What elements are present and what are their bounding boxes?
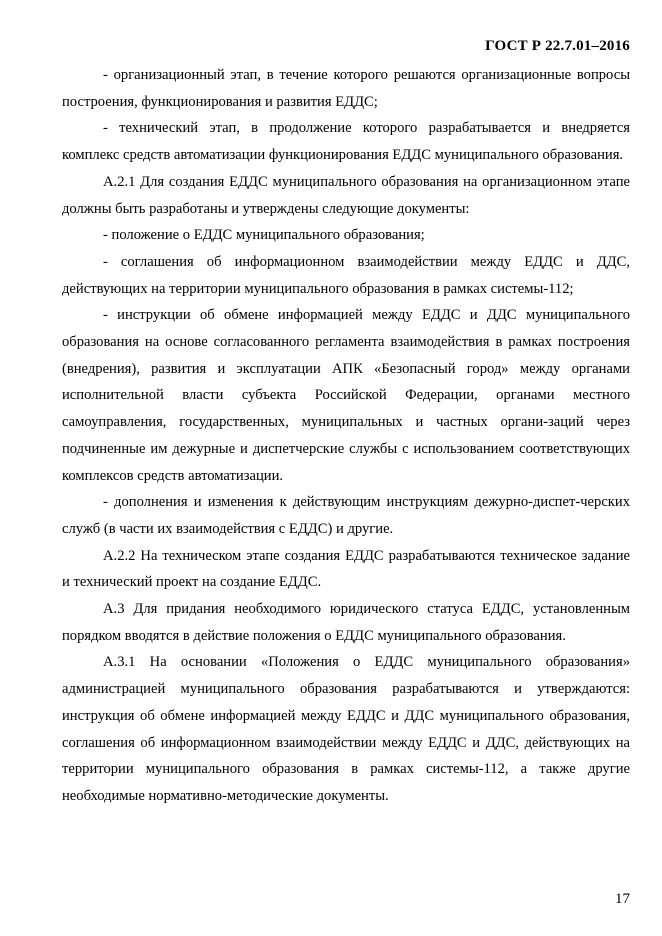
page-number: 17: [615, 891, 630, 907]
paragraph-amendments: - дополнения и изменения к действующим инструкциям дежурно-диспет-черских служб (в части их взаимодействия с ЕДДС) и другие.: [62, 494, 630, 537]
paragraph-a-2-1: А.2.1 Для создания ЕДДС муниципального образования на организационном этапе должны быть разработаны и утверждены следующие документы:: [62, 173, 630, 217]
paragraph-technical-stage: - технический этап, в продолжение которого разрабатывается и внедряется комплекс средств автоматизации функционирования ЕДДС муниципального образования.: [62, 120, 630, 164]
document-body: [62, 62, 630, 810]
standard-header: ГОСТ Р 22.7.01–2016: [485, 38, 630, 54]
paragraph-regulation: - положение о ЕДДС муниципального образования;: [103, 227, 425, 244]
paragraph-agreements: - соглашения об информационном взаимодействии между ЕДДС и ДДС, действующих на территории муниципального образования в рамках системы-112;: [62, 253, 630, 297]
paragraph-a-2-2: А.2.2 На техническом этапе создания ЕДДС разрабатываются техническое задание и технический проект на создание ЕДДС.: [62, 547, 630, 591]
paragraph-a-3: А.3 Для придания необходимого юридического статуса ЕДДС, установленным порядком вводятся в действие положения о ЕДДС муниципального образования.: [62, 601, 630, 644]
paragraph-organizational-stage: - организационный этап, в течение которого решаются организационные вопросы построения, функционирования и развития ЕДДС;: [62, 67, 630, 110]
paragraph-instructions: - инструкции об обмене информацией между ЕДДС и ДДС муниципального образования на основе согласованного регламента взаимодействия в рамках построения (внедрения), развития и эксплуатации АПК «Безопасный город» между органами исполнительной власти субъекта Российской Федерации, органами местного самоуправления, государственных, муниципальных и частных органи-заций через подчиненные им дежурные и диспетчерские службы с использованием соответствующих комплексов средств автоматизации.: [62, 307, 630, 484]
paragraph-a-3-1: А.3.1 На основании «Положения о ЕДДС муниципального образования» администрацией муниципального образования разрабатываются и утверждаются: инструкция об обмене информацией между ЕДДС и ДДС муниципального образования, соглашения об информационном взаимодействии между ЕДДС и ДДС, действующих на территории муниципального образования в рамках системы-112, а также другие необходимые нормативно-методические документы.: [62, 654, 630, 804]
